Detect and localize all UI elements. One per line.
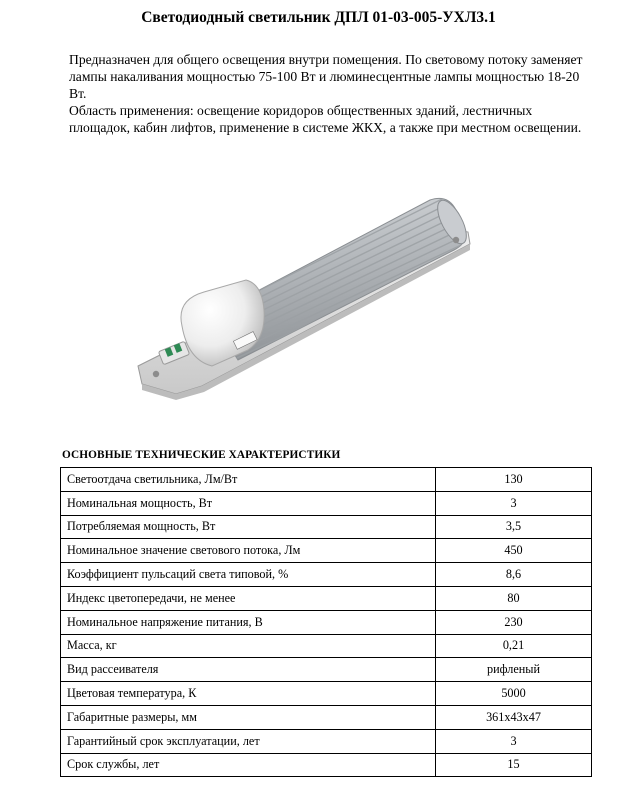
intro-text [69,51,589,136]
spec-name: Габаритные размеры, мм [61,705,436,729]
spec-name: Потребляемая мощность, Вт [61,515,436,539]
spec-name: Номинальное значение светового потока, Лм [61,539,436,563]
spec-value: 80 [436,586,592,610]
specs-section-title: ОСНОВНЫЕ ТЕХНИЧЕСКИЕ ХАРАКТЕРИСТИКИ [62,449,341,461]
spec-value: 3,5 [436,515,592,539]
spec-name: Гарантийный срок эксплуатации, лет [61,729,436,753]
table-row [61,729,592,753]
luminaire-photo [130,188,475,410]
spec-name: Индекс цветопередачи, не менее [61,586,436,610]
table-row [61,539,592,563]
table-row [61,705,592,729]
table-row [61,610,592,634]
spec-value: 230 [436,610,592,634]
table-row [61,468,592,492]
table-row [61,586,592,610]
table-row [61,634,592,658]
spec-name: Светоотдача светильника, Лм/Вт [61,468,436,492]
spec-value: 361х43х47 [436,705,592,729]
document-title: Светодиодный светильник ДПЛ 01-03-005-УХЛ3.1 [141,9,496,26]
intro-paragraph-purpose: Предназначен для общего освещения внутри помещения. По световому потоку заменяет лампы накаливания мощностью 75-100 Вт и люминесцентные лампы мощностью 18-20 Вт. [69,52,583,101]
spec-name: Номинальное напряжение питания, В [61,610,436,634]
table-row [61,491,592,515]
table-row [61,682,592,706]
spec-value: рифленый [436,658,592,682]
spec-value: 5000 [436,682,592,706]
table-row [61,753,592,777]
spec-name: Срок службы, лет [61,753,436,777]
spec-name: Масса, кг [61,634,436,658]
table-row [61,515,592,539]
spec-value: 8,6 [436,563,592,587]
spec-value: 15 [436,753,592,777]
spec-value: 3 [436,491,592,515]
spec-name: Вид рассеивателя [61,658,436,682]
spec-name: Коэффициент пульсаций света типовой, % [61,563,436,587]
spec-value: 3 [436,729,592,753]
spec-name: Цветовая температура, К [61,682,436,706]
specs-table [60,467,592,777]
spec-name: Номинальная мощность, Вт [61,491,436,515]
spec-value: 130 [436,468,592,492]
spec-value: 450 [436,539,592,563]
intro-paragraph-application: Область применения: освещение коридоров общественных зданий, лестничных площадок, кабин лифтов, применение в системе ЖКХ, а также при местном освещении. [69,103,582,135]
table-row [61,658,592,682]
table-row [61,563,592,587]
spec-value: 0,21 [436,634,592,658]
